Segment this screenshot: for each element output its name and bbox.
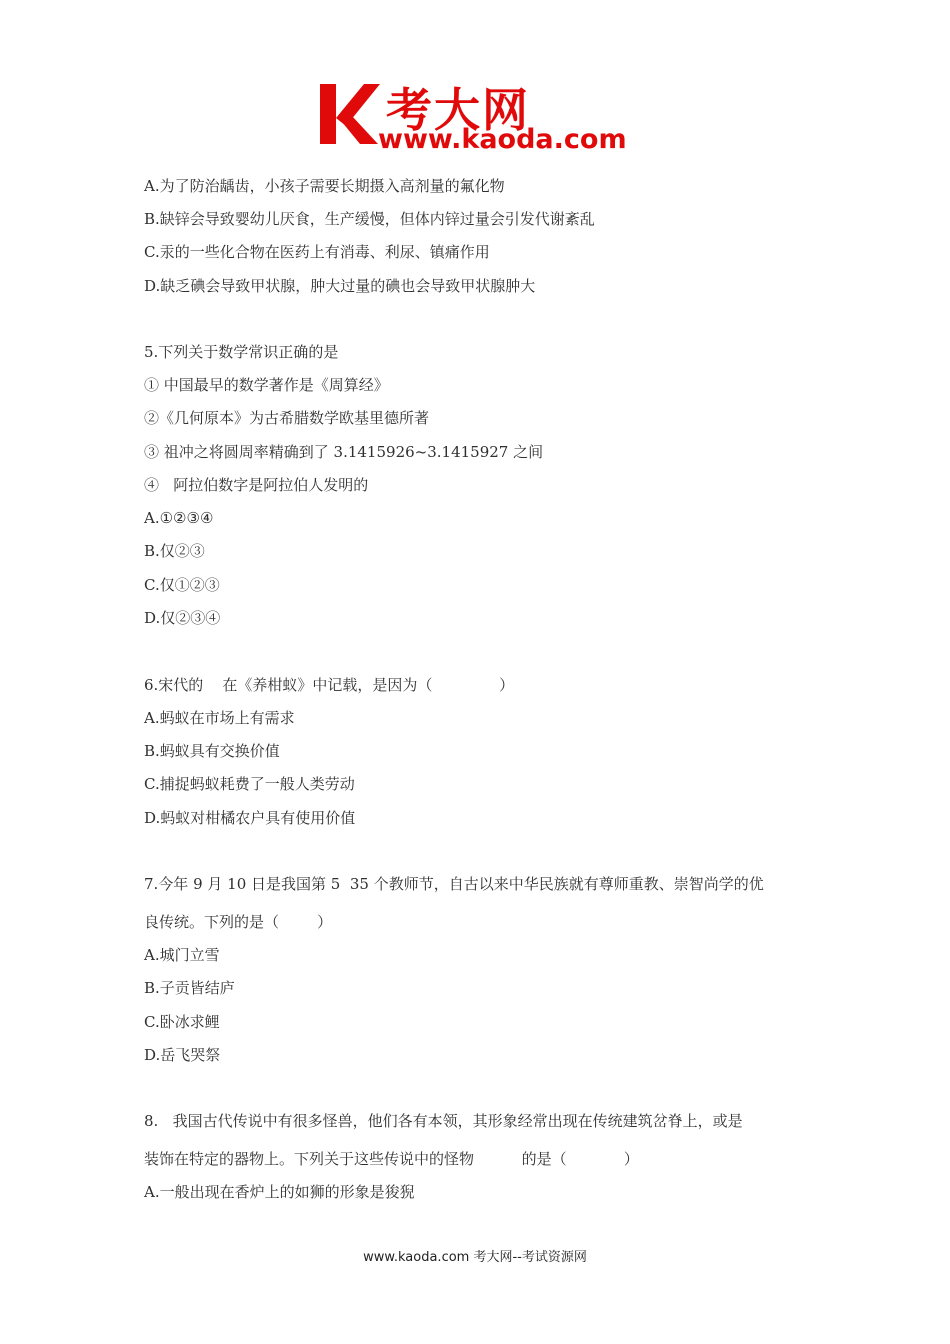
question-8-continued: 装饰在特定的器物上。下列关于这些传说中的怪物 的是（ ）	[144, 1150, 639, 1168]
option-b: B.子贡皆结庐	[144, 979, 235, 997]
option-c: C.仅①②③	[144, 576, 220, 594]
option-a: A.城门立雪	[144, 946, 220, 964]
statement-4: ④ 阿拉伯数字是阿拉伯人发明的	[144, 476, 369, 494]
option-b: B.缺锌会导致婴幼儿厌食，生产缓慢，但体内锌过量会引发代谢紊乱	[144, 210, 595, 228]
k-logo-icon	[318, 80, 380, 148]
option-a: A.一般出现在香炉上的如狮的形象是狻猊	[144, 1183, 415, 1201]
statement-3: ③ 祖冲之将圆周率精确到了 3.1415926~3.1415927 之间	[144, 443, 544, 461]
question-7-continued: 良传统。下列的是（ ）	[144, 913, 333, 931]
question-8: 8. 我国古代传说中有很多怪兽，他们各有本领，其形象经常出现在传统建筑岔脊上，或是	[144, 1112, 743, 1130]
option-d: D.岳飞哭祭	[144, 1046, 221, 1064]
option-c: C.汞的一些化合物在医药上有消毒、利尿、镇痛作用	[144, 243, 490, 261]
question-7: 7.今年 9 月 10 日是我国第 5 35 个教师节，自古以来中华民族就有尊师重教、崇智尚学的优	[144, 875, 764, 893]
option-c: C.捕捉蚂蚁耗费了一般人类劳动	[144, 775, 355, 793]
question-6: 6.宋代的 在《养柑蚁》中记载，是因为（ ）	[144, 676, 515, 694]
footer-text: www.kaoda.com 考大网--考试资源网	[363, 1250, 587, 1265]
kaoda-logo	[318, 80, 642, 160]
question-5: 5.下列关于数学常识正确的是	[144, 343, 339, 361]
statement-2: ②《几何原本》为古希腊数学欧基里德所著	[144, 409, 430, 427]
option-a: A.为了防治龋齿，小孩子需要长期摄入高剂量的氟化物	[144, 177, 505, 195]
option-b: B.蚂蚁具有交换价值	[144, 742, 280, 760]
option-b: B.仅②③	[144, 542, 205, 560]
option-a: A.蚂蚁在市场上有需求	[144, 709, 295, 727]
option-d: D.蚂蚁对柑橘农户具有使用价值	[144, 809, 356, 827]
logo-title: 考大网	[386, 83, 530, 137]
option-a: A.①②③④	[144, 509, 214, 527]
statement-1: ① 中国最早的数学著作是《周算经》	[144, 376, 389, 394]
option-d: D.仅②③④	[144, 609, 221, 627]
logo-url: www.kaoda.com	[378, 124, 627, 155]
option-c: C.卧冰求鲤	[144, 1013, 220, 1031]
option-d: D.缺乏碘会导致甲状腺，肿大过量的碘也会导致甲状腺肿大	[144, 277, 536, 295]
